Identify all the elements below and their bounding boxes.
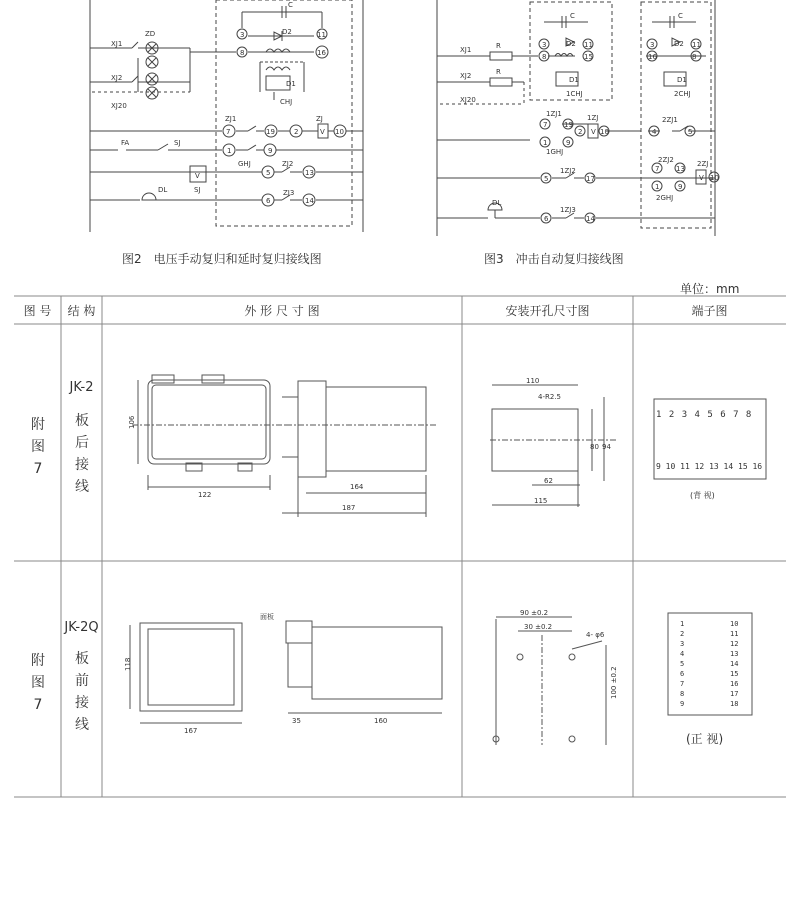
svg-text:8: 8 [240, 49, 245, 57]
svg-text:D1: D1 [569, 76, 579, 84]
svg-text:35: 35 [292, 717, 301, 725]
svg-text:FA: FA [121, 139, 130, 147]
jk2q-terminals-left: 1 2 3 4 5 6 7 8 9 [680, 620, 685, 708]
jk2q-terminals-right: 10 11 12 13 14 15 16 17 18 [730, 620, 739, 708]
row1-structure-code: JK-2 [69, 380, 94, 395]
svg-text:1GHJ: 1GHJ [546, 148, 564, 156]
svg-text:8: 8 [692, 53, 697, 61]
circuit-diagrams [0, 0, 800, 245]
svg-text:187: 187 [342, 504, 356, 512]
svg-text:1ZJ2: 1ZJ2 [560, 167, 576, 175]
svg-text:SJ: SJ [174, 139, 181, 147]
unit-label: 单位：mm [680, 282, 740, 296]
svg-text:R: R [496, 68, 501, 76]
svg-text:DL: DL [492, 199, 502, 207]
header-fig-no: 图 号 [23, 304, 52, 318]
svg-text:ZJ2: ZJ2 [282, 160, 294, 168]
svg-text:1ZJ1: 1ZJ1 [546, 110, 562, 118]
svg-text:XJ2: XJ2 [460, 72, 472, 80]
svg-text:10: 10 [335, 128, 344, 136]
svg-text:2CHJ: 2CHJ [674, 90, 691, 98]
header-outline: 外 形 尺 寸 图 [244, 304, 320, 318]
svg-text:11: 11 [584, 41, 593, 49]
svg-text:11: 11 [317, 31, 326, 39]
row1-structure-desc: 板 后 接 线 [75, 413, 89, 495]
svg-text:D1: D1 [677, 76, 687, 84]
svg-text:11: 11 [692, 41, 701, 49]
svg-text:4- φ6: 4- φ6 [586, 631, 605, 639]
svg-text:1CHJ: 1CHJ [566, 90, 583, 98]
row2-structure-code: JK-2Q [64, 620, 99, 635]
svg-text:4-R2.5: 4-R2.5 [538, 393, 561, 401]
svg-text:110: 110 [526, 377, 540, 385]
fig2-caption: 图2 电压手动复归和延时复归接线图 [122, 252, 322, 266]
svg-text:9: 9 [268, 147, 273, 155]
svg-text:CHJ: CHJ [280, 98, 293, 106]
svg-text:ZD: ZD [145, 30, 156, 38]
svg-text:ZJ1: ZJ1 [225, 115, 237, 123]
svg-text:R: R [496, 42, 501, 50]
svg-text:XJ2: XJ2 [111, 74, 123, 82]
svg-text:5: 5 [544, 175, 549, 183]
svg-text:160: 160 [374, 717, 388, 725]
svg-text:2GHJ: 2GHJ [656, 194, 674, 202]
svg-text:1: 1 [543, 139, 548, 147]
svg-text:D2: D2 [674, 40, 684, 48]
svg-text:面板: 面板 [260, 613, 274, 621]
svg-text:10: 10 [600, 128, 609, 136]
svg-text:90 ±0.2: 90 ±0.2 [520, 609, 549, 617]
svg-text:XJ1: XJ1 [111, 40, 123, 48]
header-structure: 结 构 [67, 304, 96, 318]
svg-text:1: 1 [227, 147, 232, 155]
svg-text:V: V [320, 128, 325, 136]
svg-text:5: 5 [688, 128, 693, 136]
svg-text:17: 17 [586, 175, 595, 183]
svg-text:6: 6 [266, 197, 271, 205]
svg-text:D2: D2 [566, 40, 576, 48]
jk2-drawings [102, 325, 786, 561]
jk2q-view-label: (正 视) [686, 732, 724, 746]
svg-text:2ZJ: 2ZJ [697, 160, 709, 168]
svg-text:D1: D1 [286, 80, 296, 88]
svg-text:2ZJ1: 2ZJ1 [662, 116, 678, 124]
svg-text:DL: DL [158, 186, 168, 194]
svg-text:6: 6 [544, 215, 549, 223]
svg-text:ZJ: ZJ [316, 115, 323, 123]
svg-text:164: 164 [350, 483, 364, 491]
header-mounting: 安装开孔尺寸图 [505, 304, 590, 318]
svg-text:C: C [288, 1, 293, 9]
svg-text:2ZJ2: 2ZJ2 [658, 156, 674, 164]
svg-text:118: 118 [124, 657, 132, 671]
svg-text:V: V [699, 174, 704, 182]
svg-text:XJ20: XJ20 [460, 96, 476, 104]
svg-text:30 ±0.2: 30 ±0.2 [524, 623, 553, 631]
svg-text:106: 106 [128, 415, 136, 429]
svg-text:7: 7 [543, 121, 548, 129]
svg-text:19: 19 [266, 128, 275, 136]
svg-text:D2: D2 [282, 28, 292, 36]
svg-text:167: 167 [184, 727, 198, 735]
svg-text:1ZJ: 1ZJ [587, 114, 599, 122]
svg-text:GHJ: GHJ [238, 160, 251, 168]
svg-text:14: 14 [586, 215, 595, 223]
svg-text:94: 94 [602, 443, 611, 451]
jk2-terminals-top: 1 2 3 4 5 6 7 8 [656, 410, 753, 420]
svg-text:XJ20: XJ20 [111, 102, 127, 110]
svg-text:7: 7 [655, 165, 660, 173]
svg-text:5: 5 [266, 169, 271, 177]
svg-text:SJ: SJ [194, 186, 201, 194]
svg-text:62: 62 [544, 477, 553, 485]
svg-text:19: 19 [564, 121, 573, 129]
row2-fig-no: 附 图 7 [31, 653, 45, 713]
jk2-terminals-bottom: 9 10 11 12 13 14 15 16 [656, 462, 763, 471]
svg-text:7: 7 [226, 128, 231, 136]
svg-text:C: C [570, 12, 575, 20]
svg-text:122: 122 [198, 491, 212, 499]
svg-text:2: 2 [294, 128, 299, 136]
svg-text:16: 16 [317, 49, 326, 57]
svg-text:C: C [678, 12, 683, 20]
svg-text:ZJ3: ZJ3 [283, 189, 295, 197]
svg-text:10: 10 [710, 174, 719, 182]
svg-text:XJ1: XJ1 [460, 46, 472, 54]
svg-text:100 ±0.2: 100 ±0.2 [610, 666, 618, 699]
svg-text:V: V [591, 128, 596, 136]
svg-text:4: 4 [652, 128, 657, 136]
row1-fig-no: 附 图 7 [31, 417, 45, 477]
svg-text:V: V [195, 172, 200, 180]
svg-text:115: 115 [534, 497, 548, 505]
row2-structure-desc: 板 前 接 线 [75, 651, 89, 733]
svg-text:9: 9 [566, 139, 571, 147]
fig3-caption: 图3 冲击自动复归接线图 [484, 252, 624, 266]
svg-text:16: 16 [648, 53, 657, 61]
svg-text:80: 80 [590, 443, 599, 451]
svg-text:2: 2 [578, 128, 583, 136]
header-terminal: 端子图 [691, 304, 728, 318]
svg-text:1ZJ3: 1ZJ3 [560, 206, 576, 214]
svg-text:8: 8 [542, 53, 547, 61]
jk2-view-label: (背 视) [690, 491, 715, 500]
svg-text:15: 15 [584, 53, 593, 61]
svg-text:3: 3 [650, 41, 655, 49]
svg-text:13: 13 [676, 165, 685, 173]
svg-text:9: 9 [678, 183, 683, 191]
svg-text:3: 3 [240, 31, 245, 39]
svg-text:3: 3 [542, 41, 547, 49]
svg-text:1: 1 [655, 183, 660, 191]
svg-text:13: 13 [305, 169, 314, 177]
svg-text:14: 14 [305, 197, 314, 205]
